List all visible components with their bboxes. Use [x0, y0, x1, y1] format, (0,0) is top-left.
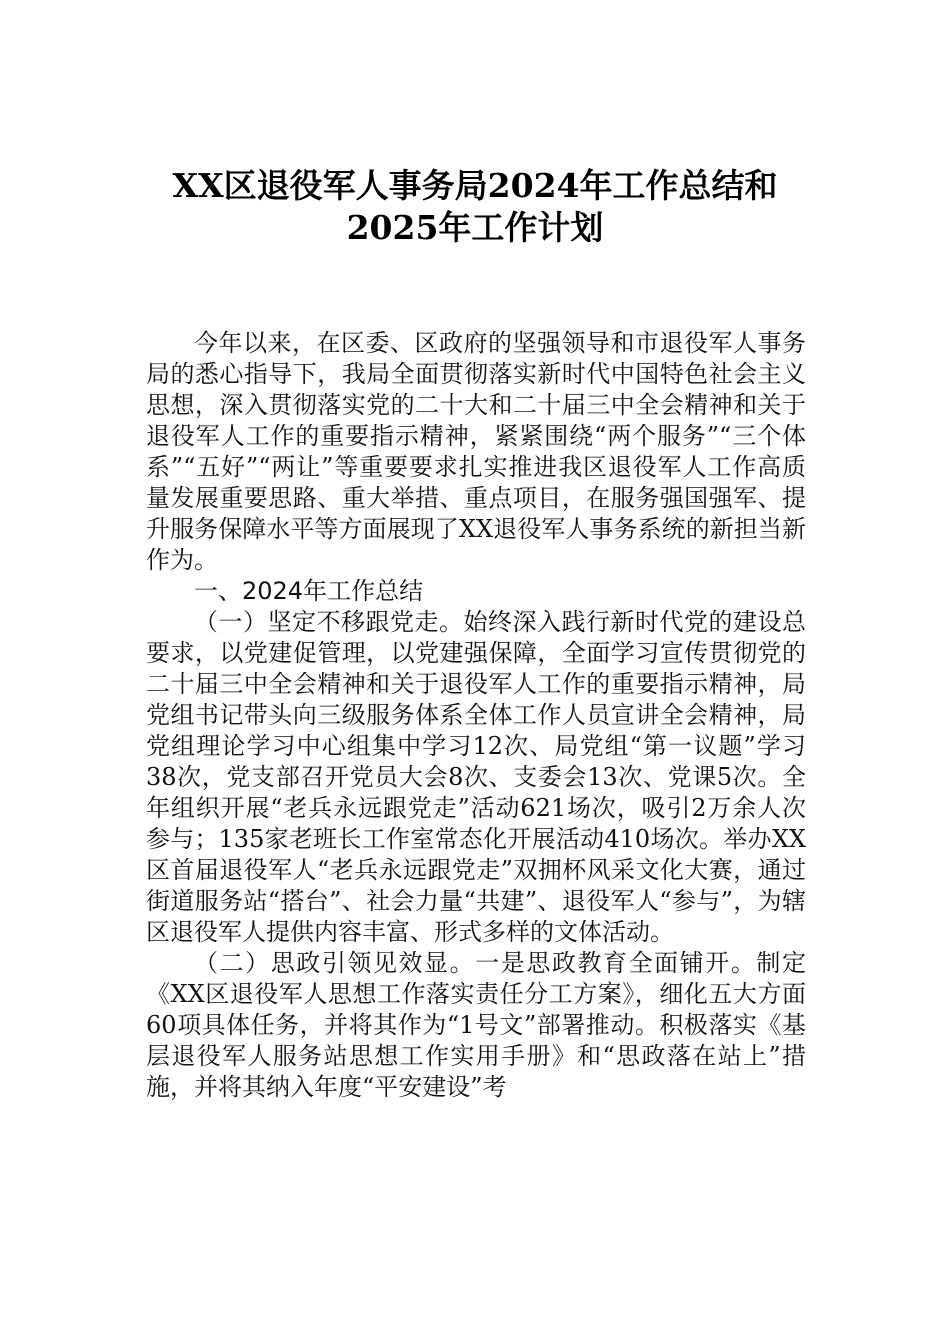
item-2-text: 一是思政教育全面铺开。制定《XX区退役军人思想工作落实责任分工方案》，细化五大方面60项具体任务，并将其作为“1号文”部署推动。积极落实《基层退役军人服务站思想工作实用手册》和“思政落在站上”措施，并将其纳入年度“平安建设”考	[146, 949, 807, 1101]
item-1-text: 始终深入践行新时代党的建设总要求，以党建促管理，以党建强保障，全面学习宣传贯彻党的二十届三中全会精神和关于退役军人工作的重要指示精神，局党组书记带头向三级服务体系全体工作人员宣讲全会精神，局党组理论学习中心组集中学习12次、局党组“第一议题”学习38次，党支部召开党员大会8次、支委会13次、党课5次。全年组织开展“老兵永远跟党走”活动621场次，吸引2万余人次参与；135家老班长工作室常态化开展活动410场次。举办XX区首届退役军人“老兵永远跟党走”双拥杯风采文化大赛，通过街道服务站“搭台”、社会力量“共建”、退役军人“参与”，为辖区退役军人提供内容丰富、形式多样的文体活动。	[146, 608, 806, 946]
section-heading-2024-summary: 一、2024年工作总结	[194, 577, 424, 605]
item-2-paragraph	[146, 948, 806, 1103]
item-1-heading: （一）坚定不移跟党走。	[194, 608, 464, 636]
document-title-line-1: XX区退役军人事务局2024年工作总结和	[172, 166, 778, 205]
item-2-heading: （二）思政引领见效显。	[194, 949, 476, 977]
document-body	[146, 328, 806, 1103]
intro-paragraph: 今年以来，在区委、区政府的坚强领导和市退役军人事务局的悉心指导下，我局全面贯彻落实新时代中国特色社会主义思想，深入贯彻落实党的二十大和二十届三中全会精神和关于退役军人工作的重要指示精神，紧紧围绕“两个服务”“三个体系”“五好”“两让”等重要要求扎实推进我区退役军人工作高质量发展重要思路、重大举措、重点项目，在服务强国强军、提升服务保障水平等方面展现了XX退役军人事务系统的新担当新作为。	[146, 329, 806, 574]
document-title-line-2: 2025年工作计划	[346, 208, 604, 247]
item-1-paragraph	[146, 607, 806, 948]
